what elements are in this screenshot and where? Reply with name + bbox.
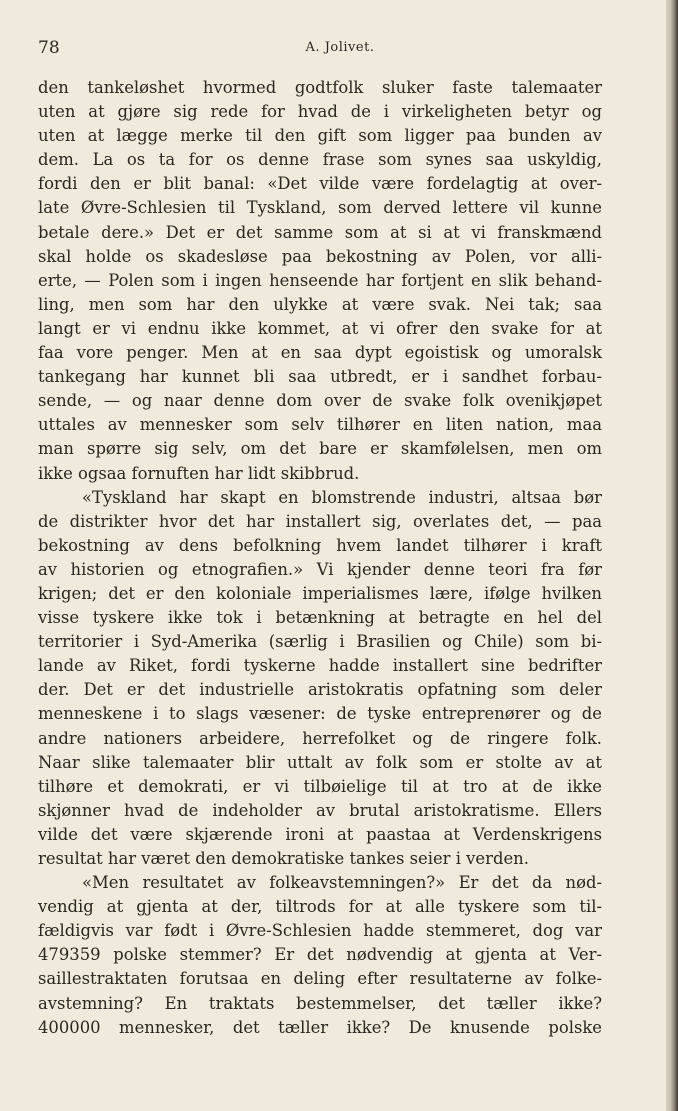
text-line: vilde det være skjærende ironi at paastaa at Verdenskrigens: [38, 824, 602, 844]
text-line: visse tyskere ikke tok i betænkning at betragte en hel del: [38, 608, 602, 628]
text-line: man spørre sig selv, om det bare er skamfølelsen, men om: [38, 439, 602, 459]
body-text: [38, 76, 602, 1040]
text-line: fældigvis var født i Øvre-Schlesien hadde stemmeret, dog var: [38, 921, 602, 941]
text-line: andre nationers arbeidere, herrefolket og de ringere folk.: [38, 728, 602, 748]
text-line: den tankeløshet hvormed godtfolk sluker faste talemaater: [38, 78, 602, 97]
text-line: der. Det er det industrielle aristokratis opfatning som deler: [38, 680, 602, 700]
text-line: krigen; det er den koloniale imperialismes lære, ifølge hvilken: [38, 583, 602, 603]
text-line: lande av Riket, fordi tyskerne hadde installert sine bedrifter: [38, 656, 602, 676]
running-head: A. Jolivet.: [305, 40, 375, 55]
text-line: tilhøre et demokrati, er vi tilbøielige til at tro at de ikke: [38, 776, 602, 796]
text-line: menneskene i to slags væsener: de tyske entreprenører og de: [38, 704, 602, 724]
text-line: bekostning av dens befolkning hvem landet tilhører i kraft: [38, 535, 602, 555]
text-line: betale dere.» Det er det samme som at si at vi franskmænd: [38, 222, 602, 242]
text-line: «Tyskland har skapt en blomstrende industri, altsaa bør: [82, 487, 602, 507]
text-line: Naar slike talemaater blir uttalt av folk som er stolte av at: [38, 752, 602, 772]
text-line: 400000 mennesker, det tæller ikke? De knusende polske: [38, 1017, 602, 1037]
text-line: fordi den er blit banal: «Det vilde være fordelagtig at over-: [38, 174, 602, 194]
text-line: dem. La os ta for os denne frase som synes saa uskyldig,: [38, 150, 602, 170]
text-line: ikke ogsaa fornuften har lidt skibbrud.: [38, 463, 360, 483]
page-header: [38, 38, 602, 64]
text-line: langt er vi endnu ikke kommet, at vi ofrer den svake for at: [38, 318, 602, 338]
text-line: faa vore penger. Men at en saa dypt egoistisk og umoralsk: [38, 343, 602, 363]
text-line: ling, men som har den ulykke at være svak. Nei tak; saa: [38, 294, 602, 314]
text-line: saillestraktaten forutsaa en deling efter resultaterne av folke-: [38, 969, 602, 989]
text-line: av historien og etnografien.» Vi kjender denne teori fra før: [38, 559, 602, 579]
page-edge: [666, 0, 678, 1111]
page-number: 78: [38, 38, 60, 58]
text-line: skal holde os skadesløse paa bekostning av Polen, vor alli-: [38, 246, 602, 266]
text-line: tankegang har kunnet bli saa utbredt, er i sandhet forbau-: [38, 367, 602, 387]
text-line: uten at gjøre sig rede for hvad de i virkeligheten betyr og: [38, 102, 602, 122]
text-line: territorier i Syd-Amerika (særlig i Brasilien og Chile) som bi-: [38, 632, 602, 652]
text-line: late Øvre-Schlesien til Tyskland, som derved lettere vil kunne: [38, 198, 602, 218]
text-line: uten at lægge merke til den gift som ligger paa bunden av: [38, 126, 602, 146]
text-line: uttales av mennesker som selv tilhører en liten nation, maa: [38, 415, 602, 435]
text-line: skjønner hvad de indeholder av brutal aristokratisme. Ellers: [38, 800, 602, 820]
text-line: resultat har været den demokratiske tankes seier i verden.: [38, 849, 529, 868]
text-line: avstemning? En traktats bestemmelser, det tæller ikke?: [38, 993, 602, 1013]
text-line: de distrikter hvor det har installert sig, overlates det, — paa: [38, 511, 602, 531]
text-line: erte, — Polen som i ingen henseende har fortjent en slik behand-: [38, 270, 602, 290]
text-line: vendig at gjenta at der, tiltrods for at alle tyskere som til-: [38, 897, 602, 917]
text-line: sende, — og naar denne dom over de svake folk ovenikjøpet: [38, 391, 602, 411]
text-line: «Men resultatet av folkeavstemningen?» Er det da nød-: [82, 873, 602, 893]
text-line: 479359 polske stemmer? Er det nødvendig at gjenta at Ver-: [38, 945, 602, 965]
